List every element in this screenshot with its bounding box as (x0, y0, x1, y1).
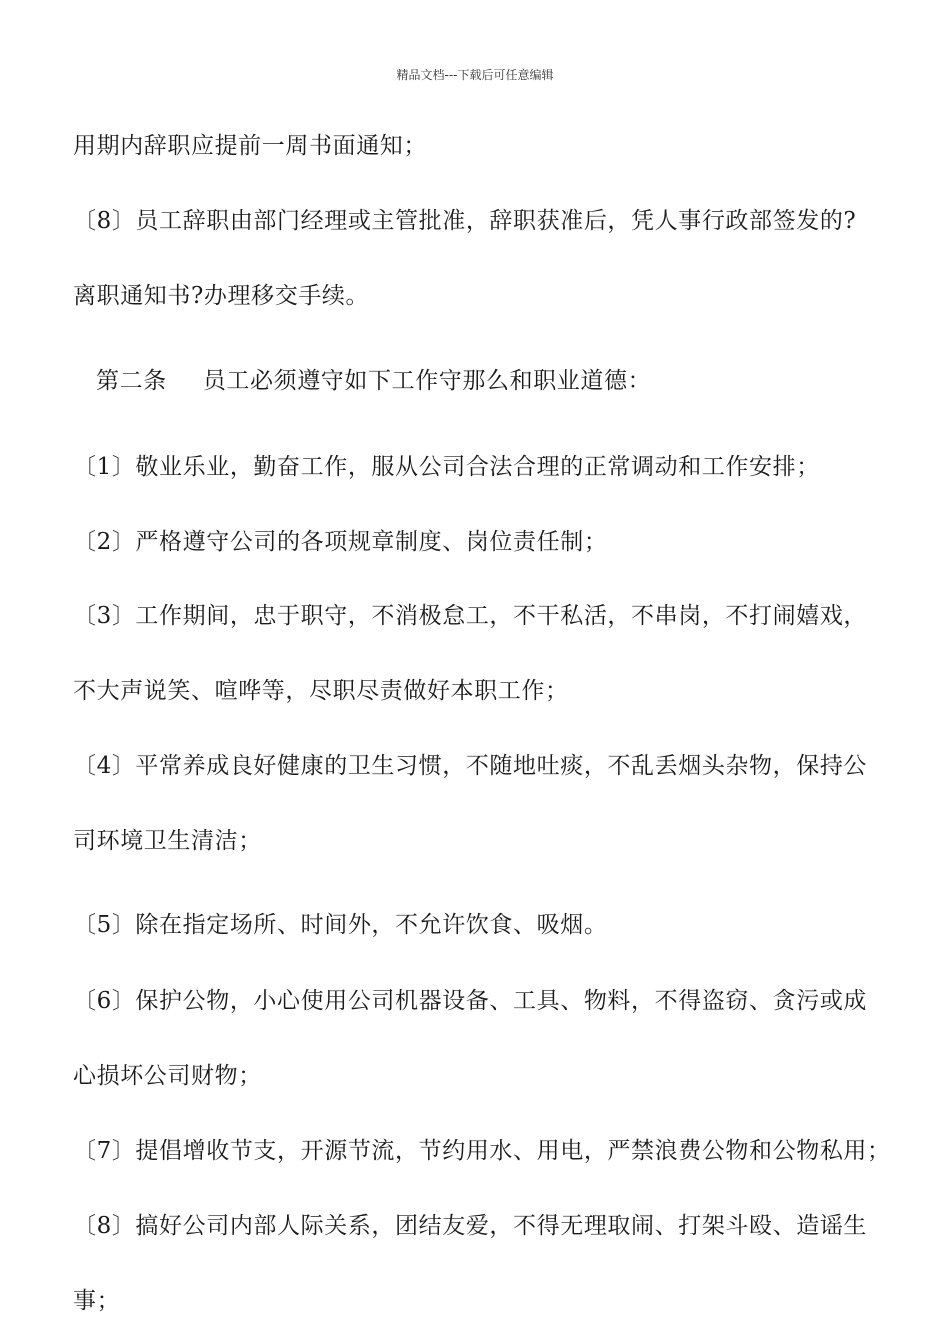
text-line: 〔3〕工作期间，忠于职守，不消极怠工，不干私活，不串岗，不打闹嬉戏， (73, 603, 868, 629)
text-line: 离职通知书?办理移交手续。 (73, 283, 370, 309)
article-label: 第二条 (96, 368, 167, 394)
text-line: 〔8〕员工辞职由部门经理或主管批准，辞职获准后，凭人事行政部签发的? (73, 208, 857, 234)
text-line: 不大声说笑、喧哗等，尽职尽责做好本职工作； (73, 678, 569, 704)
text-line: 〔5〕除在指定场所、时间外，不允许饮食、吸烟。 (73, 912, 608, 938)
article-heading (96, 366, 651, 396)
text-line: 事； (73, 1288, 121, 1314)
text-line: 用期内辞职应提前一周书面通知； (73, 133, 427, 159)
text-line: 〔8〕搞好公司内部人际关系，团结友爱，不得无理取闹、打架斗殴、造谣生 (73, 1213, 868, 1239)
text-line: 司环境卫生清洁； (73, 828, 262, 854)
text-line: 〔1〕敬业乐业，勤奋工作，服从公司合法合理的正常调动和工作安排； (73, 454, 820, 480)
text-line: 心损坏公司财物； (73, 1063, 262, 1089)
article-text: 员工必须遵守如下工作守那么和职业道德： (202, 368, 652, 394)
text-line: 〔7〕提倡增收节支，开源节流，节约用水、用电，严禁浪费公物和公物私用； (73, 1138, 891, 1164)
text-line: 〔4〕平常养成良好健康的卫生习惯，不随地吐痰，不乱丢烟头杂物，保持公 (73, 753, 868, 779)
text-line: 〔2〕严格遵守公司的各项规章制度、岗位责任制； (73, 529, 608, 555)
page-header: 精品文档---下载后可任意编辑 (396, 68, 554, 82)
text-line: 〔6〕保护公物，小心使用公司机器设备、工具、物料，不得盗窃、贪污或成 (73, 988, 868, 1014)
